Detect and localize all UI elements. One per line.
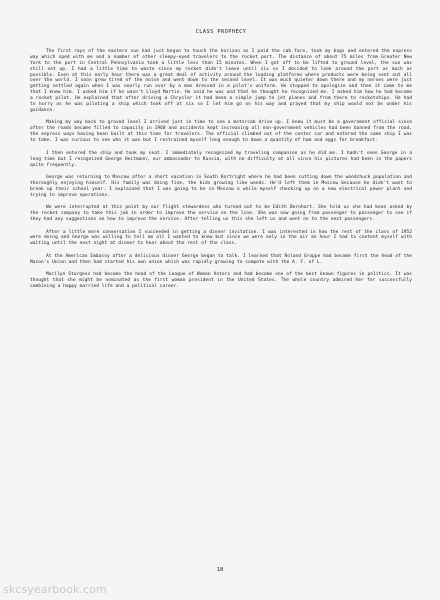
- paragraph-motorcab: Making my way back to ground level I arrived just in time to see a motorcab drive up. I knew it must be a government official since after the roads became filled to capacity in 1968 and accidents kept increasing all non-government vehicles had been banned from the road, the express ways having been built at this time for travelers. The official climbed out of the center car and entered the same ship I was to take. I was curious to see who it was but I restrained myself long enough to down a quantity of ham and eggs for breakfast.: [30, 120, 412, 144]
- paragraph-stewardess: We were interrupted at this point by our flight stewardess who turned out to be Edith Bernhart. She told us she had been asked by the rocket company to take this job in order to improve the service on the line. She was now going from passenger to passenger to see if they had any suggestions on how to improve the service. After telling us this she left us and went on to the next passengers.: [30, 205, 412, 223]
- paragraph-rocket-port: The first rays of the eastern sun had just begun to touch the horizon as I paid the cab fare, took my bags and entered the express way which sped with me and a number of other sleepy-eyed travelers to the rocket port. The distance of about 75 miles from Greater New York to the port in Central Pennsylvania took a little less than 15 minutes. When I got off to be lifted to ground level, the sun was still not up. I had a little time to waste since my rocket didn't leave until six so I decided to look around the port as much as possible. Even at this early hour there was a great deal of activity around the loading platforms where products were being sent out all over the world. I soon grew tired of the noise and went down to the second level. It was much quieter down there and my nerves were just getting settled again when I was nearly run over by a man dressed in a pilot's uniform. He stopped to apologize and then it came to me that I knew him. I asked him if he wasn't Lloyd Martin. He said he was and that he thought he recognized me. I asked him how he had become a rocket pilot. He explained that after driving a Chrysler it had been a simple jump to jet planes and from there to rocketships. He had to hurry as he was piloting a ship which took off at six so I let him go on his way and prayed that my ship would not be under his guidance.: [30, 48, 412, 113]
- document-body: [30, 30, 412, 297]
- paragraph-traveling-companion: I then entered the ship and took my seat. I immediately recognized my traveling companion as he did me. I hadn't seen George in a long time but I recognized George Heitmann, our ambassador to Russia, with no difficulty at all since his pictures had been in the papers quite frequently.: [30, 150, 412, 168]
- watermark: skcsyearbook.com: [3, 583, 107, 596]
- paragraph-marilyn: Marilyn Sturgess had become the head of the League of Women Voters and had become one of the best known figures in politics. It was thought that she might be nominated as the first woman president in the United States. The whole country admired her for successfully combining a happy married life and a political career.: [30, 272, 412, 290]
- paragraph-george-moscow: George was returning to Moscow after a short vacation in South Kortright where he had been cutting down the woodchuck population and thoroughly enjoying himself. His family was doing fine, the kids growing like weeds. He'd left them in Moscow because he didn't want to break up their school year. I explained that I was going to be in Moscow a while myself checking up on a new electrical power plant and trying to improve operations.: [30, 175, 412, 198]
- document-title: CLASS PROPHECY: [195, 29, 247, 35]
- page-number: 18: [216, 567, 224, 573]
- paragraph-dinner-invitation: After a little more conversation I succeeded in getting a dinner invitation. I was interested in how the rest of the class of 1952 were doing and George was willing to tell me all I wanted to know but since we were only in the air an hour I had to content myself with waiting until the next night at dinner to hear about the rest of the class.: [30, 229, 412, 247]
- paragraph-embassy: At the American Embassy after a delicious dinner George began to talk. I learned that Roland Groppe had become first the head of the Mason's Union and then had started his own union which was rapidly growing to compete with the A. F. of L.: [30, 253, 412, 265]
